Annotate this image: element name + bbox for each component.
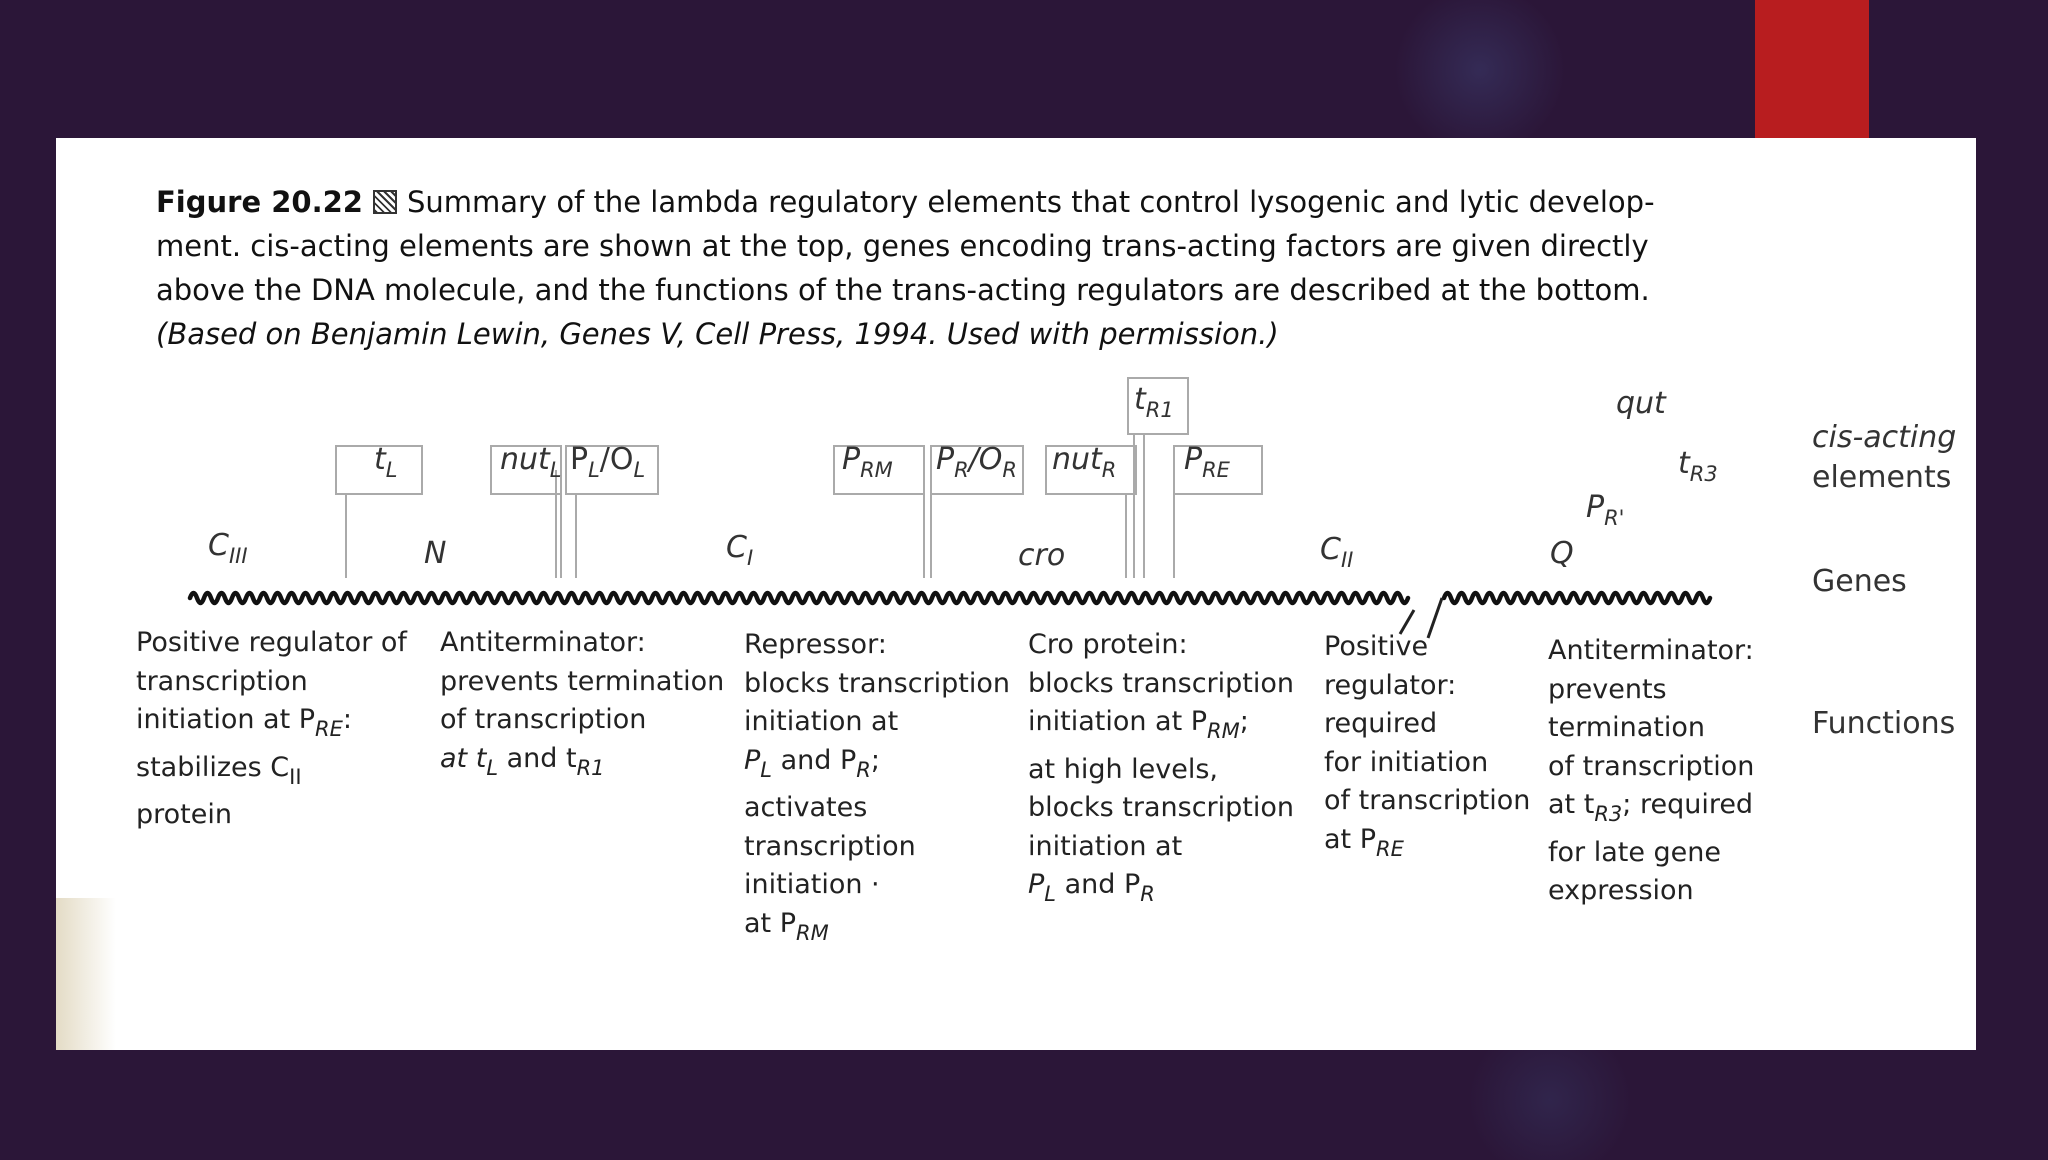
func-text: at P	[744, 907, 796, 939]
func-line: of transcription	[1324, 785, 1531, 816]
func-text: ;	[870, 744, 880, 776]
func-line: blocks transcription	[1028, 667, 1295, 699]
PRE-label	[1184, 442, 1230, 488]
func-line: blocks transcription	[1028, 792, 1295, 823]
function-Q	[1548, 632, 1754, 911]
func-sub: R1	[576, 755, 605, 780]
cIII-main: C	[208, 528, 229, 563]
PLOL-o: /O	[599, 442, 634, 477]
tR3-main: t	[1678, 446, 1690, 481]
func-text: at P	[1324, 823, 1376, 855]
background-glow	[1380, 0, 1580, 140]
func-line: prevents	[1548, 673, 1667, 705]
func-text: and P	[772, 744, 857, 776]
nutR-sub: R	[1101, 458, 1117, 482]
PRprime-main: P	[1586, 490, 1605, 525]
PLOL-label	[570, 442, 645, 488]
func-line: regulator:	[1324, 669, 1457, 701]
func-line	[744, 905, 1010, 953]
func-line: for late gene	[1548, 836, 1722, 868]
gene-cIII-label	[208, 528, 248, 574]
func-line: Repressor:	[744, 629, 887, 660]
tR3-sub: R3	[1689, 462, 1718, 486]
func-sub: RE	[315, 717, 343, 741]
func-line: of transcription	[440, 704, 647, 735]
func-line: Antiterminator:	[440, 627, 646, 658]
nutR-leader	[1126, 434, 1134, 578]
PRM-leader	[924, 494, 931, 578]
PLOL-leader	[576, 494, 656, 578]
row-label-functions: Functions	[1812, 706, 1956, 741]
func-text: ;	[1239, 706, 1249, 737]
func-sub: RE	[1376, 836, 1404, 861]
caption-line-2: ment. cis-acting elements are shown at the top, genes encoding trans-acting factors are given directly	[156, 229, 1649, 263]
func-sub: R	[856, 757, 871, 782]
PRE-main: P	[1184, 442, 1203, 477]
figure-panel	[56, 138, 1976, 1050]
func-sub: II	[289, 764, 302, 789]
func-line	[744, 742, 1010, 790]
tR3-label	[1678, 446, 1718, 492]
background-glow-bottom	[1450, 1040, 1650, 1160]
func-line	[136, 701, 407, 749]
func-line: for initiation	[1324, 746, 1489, 778]
func-sub: L	[486, 755, 499, 780]
func-line: required	[1324, 708, 1438, 739]
PRM-label	[842, 442, 893, 488]
cI-sub: I	[746, 546, 754, 570]
caption-line-3: above the DNA molecule, and the functions of the trans-acting regulators are described at the bottom.	[156, 273, 1650, 307]
lambda-regulatory-map	[56, 138, 1976, 1050]
function-cIII	[136, 624, 407, 835]
red-accent-bar	[1755, 0, 1869, 138]
PRprime-sub: R'	[1604, 506, 1625, 530]
gene-Q-label: Q	[1550, 536, 1574, 571]
func-text: P	[744, 744, 761, 776]
dna-molecule	[190, 593, 1710, 603]
func-line: activates	[744, 792, 868, 823]
row-label-cis-line1: cis-acting	[1812, 420, 1957, 455]
func-line: Positive regulator of	[136, 627, 407, 658]
func-line: protein	[136, 799, 232, 830]
tL-main: t	[374, 442, 386, 477]
gene-cII-label	[1320, 532, 1353, 578]
func-line: of transcription	[1548, 750, 1755, 782]
PROR-o: /O	[968, 442, 1003, 477]
function-N	[440, 624, 724, 787]
row-label-cis	[1812, 418, 1956, 498]
row-label-genes: Genes	[1812, 564, 1907, 599]
func-sub: RM	[1207, 719, 1240, 743]
cII-sub: II	[1340, 548, 1354, 572]
PRM-main: P	[842, 442, 861, 477]
PROR-label	[936, 442, 1017, 488]
tR1-sub: R1	[1145, 398, 1174, 422]
nutR-label	[1052, 442, 1116, 488]
gene-cI-label	[726, 530, 753, 576]
nutR-main: nut	[1052, 442, 1102, 477]
func-line: Antiterminator:	[1548, 635, 1754, 666]
func-text: :	[342, 704, 353, 735]
func-text: initiation at P	[136, 704, 316, 735]
func-line: transcription	[744, 830, 916, 862]
PROR-p-sub: R	[954, 458, 969, 482]
func-line: blocks transcription	[744, 667, 1011, 699]
function-cI	[744, 626, 1010, 952]
PLOL-o-sub: L	[633, 458, 646, 482]
cIII-sub: III	[228, 544, 248, 568]
tL-sub: L	[385, 458, 398, 482]
row-label-cis-line2: elements	[1812, 460, 1952, 495]
tR1-label	[1134, 382, 1174, 428]
func-line: transcription	[136, 665, 308, 697]
cII-main: C	[1320, 532, 1341, 567]
tL-label	[374, 442, 397, 488]
func-line: termination	[1548, 712, 1706, 743]
figure-label: Figure 20.22	[156, 185, 363, 219]
qut-label: qut	[1616, 386, 1666, 421]
func-line: initiation ·	[744, 869, 880, 900]
func-text: initiation at P	[1028, 706, 1208, 737]
func-line	[440, 740, 724, 788]
gene-cro-label: cro	[1018, 538, 1066, 573]
func-sub: RM	[796, 920, 829, 945]
func-text: P	[1028, 869, 1045, 900]
func-line: prevents termination	[440, 665, 725, 697]
PLOL-p: P	[570, 442, 589, 477]
PROR-p: P	[936, 442, 955, 477]
func-line	[1028, 703, 1294, 751]
PRM-sub: RM	[860, 458, 893, 482]
nutL-main: nut	[500, 442, 550, 477]
func-text: and t	[498, 742, 577, 774]
cI-main: C	[726, 530, 747, 565]
function-cII	[1324, 628, 1530, 868]
func-line: at high levels,	[1028, 753, 1219, 785]
caption-line-4: (Based on Benjamin Lewin, Genes V, Cell Press, 1994. Used with permission.)	[156, 317, 1279, 351]
PRprime-label	[1586, 490, 1624, 536]
func-line: expression	[1548, 875, 1694, 906]
func-sub: R	[1140, 882, 1155, 906]
nutL-label	[500, 442, 562, 488]
func-text: ; required	[1622, 789, 1754, 820]
func-line	[1324, 821, 1530, 869]
func-text: at t	[440, 742, 487, 774]
func-line	[1548, 786, 1754, 834]
func-line	[1028, 866, 1294, 914]
func-text: stabilizes C	[136, 751, 290, 783]
func-line	[136, 749, 407, 797]
func-line: Cro protein:	[1028, 629, 1188, 660]
func-sub: L	[1044, 882, 1056, 906]
PRE-leader	[1144, 434, 1174, 578]
func-sub: R3	[1594, 802, 1623, 826]
func-line: initiation at	[1028, 830, 1183, 862]
func-line: Positive	[1324, 631, 1429, 662]
PRE-sub: RE	[1202, 458, 1230, 482]
func-sub: L	[760, 757, 772, 782]
tL-leader	[346, 494, 421, 578]
tR1-main: t	[1134, 382, 1146, 417]
func-text: at t	[1548, 789, 1595, 820]
PLOL-p-sub: L	[588, 458, 600, 482]
func-line: initiation at	[744, 706, 899, 737]
func-text: and P	[1056, 869, 1141, 900]
function-cro	[1028, 626, 1294, 914]
caption-text-1: Summary of the lambda regulatory elements that control lysogenic and lytic develop-	[406, 185, 1655, 219]
PROR-o-sub: R	[1002, 458, 1018, 482]
nutL-sub: L	[549, 458, 562, 482]
gene-N-label: N	[424, 536, 447, 571]
